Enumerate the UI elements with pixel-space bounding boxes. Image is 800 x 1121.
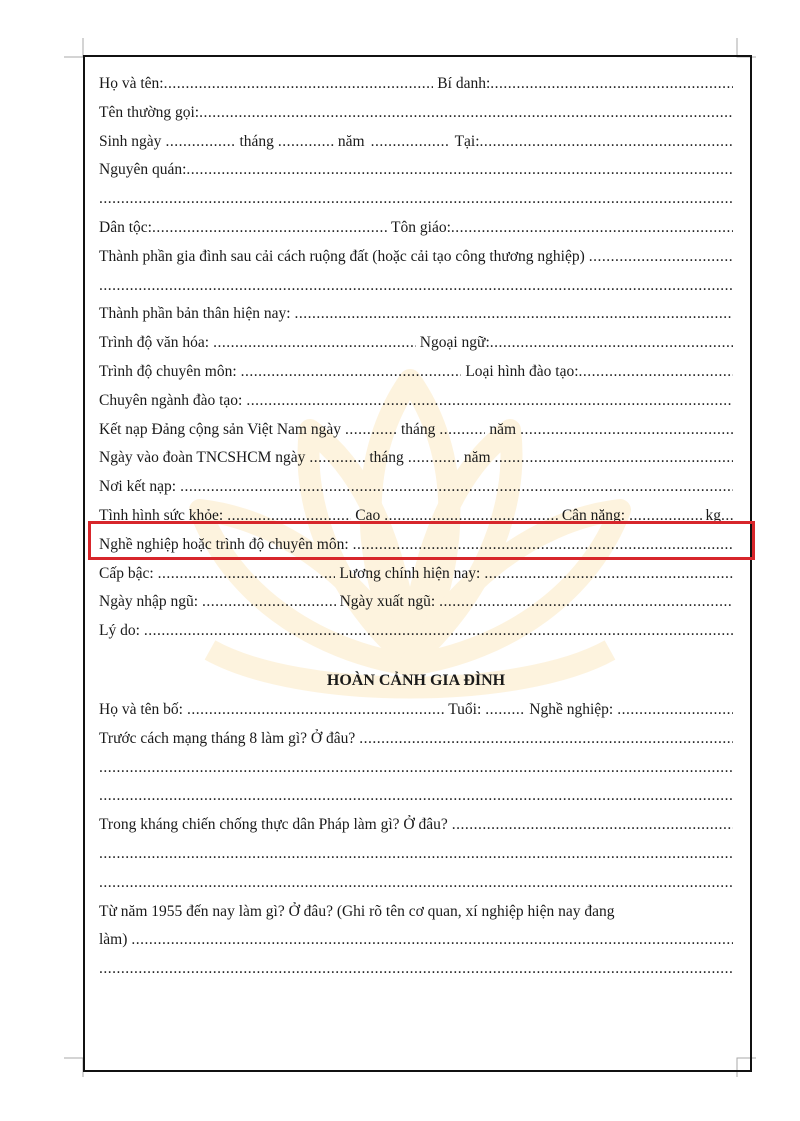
field-thanh-phan-gia-dinh[interactable] — [589, 243, 733, 272]
label-ngoai-ngu: Ngoại ngữ: — [419, 334, 490, 352]
section-title-hoan-canh-gia-dinh: HOÀN CẢNH GIA ĐÌNH — [326, 671, 506, 689]
row-truoc-cach-mang-cont-2 — [99, 782, 733, 811]
label-tai: Tại: — [454, 132, 480, 150]
label-nam: năm — [337, 132, 365, 150]
label-tuoi: Tuổi: — [448, 700, 482, 718]
field-thang-vao-doan[interactable] — [408, 444, 460, 473]
label-tu-nam-1955: Từ năm 1955 đến nay làm gì? Ở đâu? (Ghi rõ tên cơ quan, xí nghiệp hiện nay đang — [99, 902, 615, 920]
label-ho-ten-bo: Họ và tên bố: — [99, 700, 183, 718]
field-nguyen-quan-line-2[interactable] — [99, 185, 733, 214]
row-chuyen-nganh — [99, 387, 733, 416]
label-nghe-nghiep: Nghề nghiệp hoặc trình độ chuyên môn: — [99, 535, 349, 553]
row-noi-ket-nap — [99, 473, 733, 502]
field-tu-nam-1955-line-2[interactable] — [99, 955, 733, 984]
field-khang-chien-line-3[interactable] — [99, 869, 733, 898]
label-ket-nap-thang: tháng — [400, 420, 436, 438]
field-ngay-ket-nap[interactable] — [345, 416, 397, 445]
label-ngay-nhap-ngu: Ngày nhập ngũ: — [99, 593, 199, 611]
label-ket-nap-dang: Kết nạp Đảng cộng sản Việt Nam ngày — [99, 420, 341, 438]
row-nguyen-quan — [99, 156, 733, 185]
field-ly-do[interactable] — [144, 617, 733, 646]
row-tu-nam-1955 — [99, 898, 733, 927]
row-nhap-ngu — [99, 588, 733, 617]
row-tu-nam-1955-cont — [99, 955, 733, 984]
row-ten-thuong-goi — [99, 99, 733, 128]
label-dan-toc: Dân tộc: — [99, 218, 152, 236]
corner-mark-top-left — [64, 38, 84, 58]
field-nam-sinh[interactable] — [371, 128, 449, 157]
row-trinh-do-van-hoa — [99, 329, 733, 358]
label-chuyen-nganh: Chuyên ngành đào tạo: — [99, 391, 243, 409]
row-dan-toc — [99, 214, 733, 243]
field-khang-chien-line-2[interactable] — [99, 840, 733, 869]
label-ngay-xuat-ngu: Ngày xuất ngũ: — [339, 593, 436, 611]
field-trinh-do-van-hoa[interactable] — [213, 329, 416, 358]
label-nguyen-quan: Nguyên quán: — [99, 161, 187, 179]
label-vao-doan-thang: tháng — [369, 449, 404, 467]
row-ly-do — [99, 617, 733, 646]
label-kg: kg — [705, 506, 721, 524]
label-vao-doan: Ngày vào đoàn TNCSHCM ngày — [99, 449, 306, 467]
label-noi-ket-nap: Nơi kết nạp: — [99, 478, 177, 496]
row-khang-chien-cont-2 — [99, 869, 733, 898]
row-nguyen-quan-cont — [99, 185, 733, 214]
row-sinh-ngay — [99, 128, 733, 157]
row-truoc-cach-mang — [99, 725, 733, 754]
field-ton-giao[interactable] — [451, 214, 733, 243]
row-truoc-cach-mang-cont-1 — [99, 754, 733, 783]
field-nguyen-quan[interactable] — [186, 156, 733, 185]
label-cao: Cao — [355, 506, 381, 524]
label-loai-hinh-dao-tao: Loại hình đào tạo: — [465, 362, 579, 380]
field-thanh-phan-gia-dinh-line-2[interactable] — [99, 272, 733, 301]
label-suc-khoe: Tình hình sức khỏe: — [99, 506, 224, 524]
row-vao-doan — [99, 444, 733, 473]
field-thang-ket-nap[interactable] — [439, 416, 485, 445]
field-ngoai-ngu[interactable] — [490, 329, 733, 358]
corner-mark-bottom-left — [64, 1057, 84, 1077]
field-cap-bac[interactable] — [158, 560, 336, 589]
label-can-nang: Cân nặng: — [561, 506, 626, 524]
row-ho-ten-bo — [99, 696, 733, 725]
field-tu-nam-1955[interactable] — [131, 926, 733, 955]
field-ngay-nhap-ngu[interactable] — [202, 588, 336, 617]
label-thanh-phan-ban-than: Thành phần bản thân hiện nay: — [99, 305, 291, 323]
field-trinh-do-chuyen-mon[interactable] — [241, 358, 462, 387]
label-ten-thuong-goi: Tên thường gọi: — [99, 103, 200, 121]
field-ngay-vao-doan[interactable] — [309, 444, 365, 473]
label-thang: tháng — [239, 132, 274, 150]
field-ho-ten-bo[interactable] — [187, 696, 444, 725]
row-thanh-phan-gia-dinh — [99, 243, 733, 272]
field-khang-chien[interactable] — [452, 811, 733, 840]
field-chuyen-nganh[interactable] — [246, 387, 733, 416]
field-truoc-cach-mang-line-3[interactable] — [99, 782, 733, 811]
row-ho-ten — [99, 70, 733, 99]
field-loai-hinh-dao-tao[interactable] — [579, 358, 733, 387]
field-bi-danh[interactable] — [490, 70, 733, 99]
label-ton-giao: Tôn giáo: — [391, 218, 451, 236]
field-thang-sinh[interactable] — [278, 128, 334, 157]
field-ten-thuong-goi[interactable] — [199, 99, 733, 128]
row-lam — [99, 926, 733, 955]
field-luong-chinh[interactable] — [484, 560, 733, 589]
label-ket-nap-nam: năm — [489, 420, 517, 438]
label-vao-doan-nam: năm — [463, 449, 491, 467]
row-thanh-phan-gia-dinh-cont — [99, 272, 733, 301]
row-trinh-do-chuyen-mon — [99, 358, 733, 387]
label-khang-chien: Trong kháng chiến chống thực dân Pháp làm gì? Ở đâu? — [99, 816, 448, 834]
row-cap-bac — [99, 560, 733, 589]
field-nghe-nghiep-bo[interactable] — [617, 696, 733, 725]
row-khang-chien-cont-1 — [99, 840, 733, 869]
label-trinh-do-chuyen-mon: Trình độ chuyên môn: — [99, 362, 237, 380]
field-ho-ten[interactable] — [164, 70, 434, 99]
label-ho-ten: Họ và tên: — [99, 75, 164, 92]
label-ly-do: Lý do: — [99, 622, 140, 640]
field-ngay-xuat-ngu[interactable] — [439, 588, 733, 617]
field-noi-sinh[interactable] — [480, 128, 733, 157]
row-thanh-phan-ban-than — [99, 300, 733, 329]
field-truoc-cach-mang[interactable] — [359, 725, 733, 754]
label-bi-danh: Bí danh: — [437, 75, 491, 92]
label-lam: làm) — [99, 931, 128, 949]
row-khang-chien — [99, 811, 733, 840]
label-luong-chinh: Lương chính hiện nay: — [339, 564, 481, 582]
field-nam-ket-nap[interactable] — [520, 416, 733, 445]
row-ket-nap-dang — [99, 416, 733, 445]
field-truoc-cach-mang-line-2[interactable] — [99, 754, 733, 783]
label-cap-bac: Cấp bậc: — [99, 564, 154, 582]
section-gap — [99, 646, 733, 660]
field-noi-ket-nap[interactable] — [180, 473, 733, 502]
label-sinh-ngay: Sinh ngày — [99, 132, 162, 150]
highlight-box-nghe-nghiep — [88, 521, 755, 560]
field-ngay-sinh[interactable] — [165, 128, 235, 157]
label-truoc-cach-mang: Trước cách mạng tháng 8 làm gì? Ở đâu? — [99, 729, 356, 747]
label-thanh-phan-gia-dinh: Thành phần gia đình sau cải cách ruộng đất (hoặc cải tạo công thương nghiệp) — [99, 247, 585, 265]
field-tuoi[interactable] — [485, 696, 525, 725]
field-thanh-phan-ban-than[interactable] — [295, 300, 733, 329]
label-trinh-do-van-hoa: Trình độ văn hóa: — [99, 334, 210, 352]
label-nghe-nghiep-bo: Nghề nghiệp: — [529, 700, 614, 718]
field-nam-vao-doan[interactable] — [495, 444, 734, 473]
field-dan-toc[interactable] — [152, 214, 387, 243]
